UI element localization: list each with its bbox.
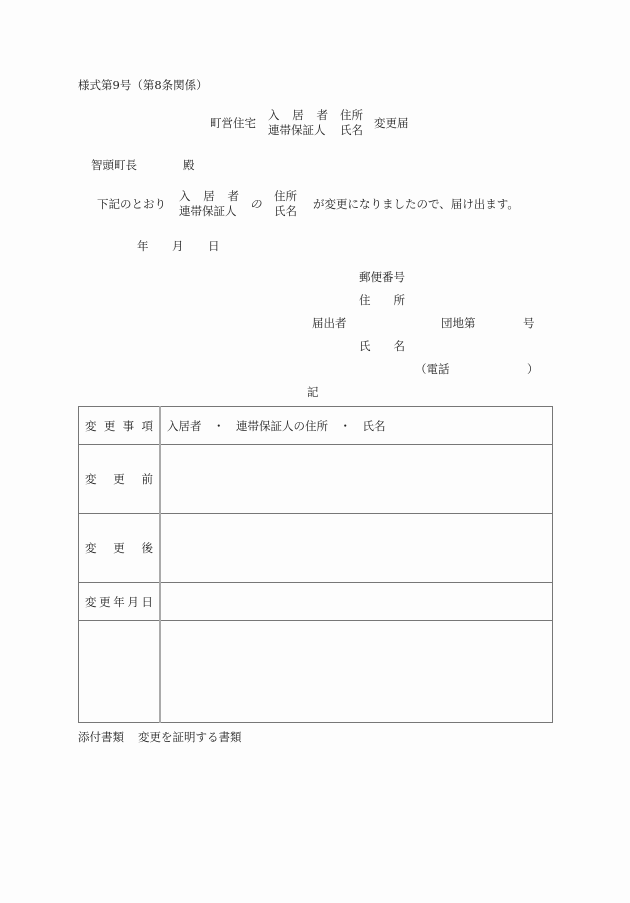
label-cell: 変 更 事 項 xyxy=(79,407,161,445)
table-row-change-date xyxy=(79,583,553,621)
table-row-blank xyxy=(79,621,553,723)
postal-code-label: 郵便番号 xyxy=(359,270,405,284)
statement-tail: が変更になりましたので、届け出ます。 xyxy=(313,197,519,211)
phone-open: （電話 xyxy=(415,362,450,376)
date-day-label: 日 xyxy=(208,239,220,253)
label-cell: 変 更 前 xyxy=(79,445,161,514)
phone-close: ） xyxy=(527,362,539,376)
statement-what: 住所 氏名 xyxy=(274,189,297,218)
danchi-label: 団地第 xyxy=(441,316,476,330)
change-details-table xyxy=(78,406,553,723)
notifier-label: 届出者 xyxy=(312,316,347,330)
before-value-field[interactable] xyxy=(160,445,553,514)
title-suffix: 変更届 xyxy=(374,116,409,130)
title-who-top: 入 居 者 xyxy=(268,108,328,122)
statement-lead: 下記のとおり xyxy=(97,197,166,211)
change-item-value[interactable]: 入居者 ・ 連帯保証人の住所 ・ 氏名 xyxy=(160,407,553,445)
attachment-label: 添付書類 xyxy=(78,730,124,744)
number-suffix: 号 xyxy=(523,316,535,330)
name-label: 氏 名 xyxy=(359,339,405,353)
title-who xyxy=(268,110,332,136)
title-prefix: 町営住宅 xyxy=(210,116,256,130)
form-number: 様式第9号（第8条関係） xyxy=(78,78,208,92)
table-row-before xyxy=(79,445,553,514)
change-date-field[interactable] xyxy=(160,583,553,621)
statement-who: 入 居 者 連帯保証人 xyxy=(179,189,239,218)
statement-particle: の xyxy=(250,197,262,211)
table-row-after xyxy=(79,514,553,583)
after-value-field[interactable] xyxy=(160,514,553,583)
date-month-label: 月 xyxy=(172,239,184,253)
date-year-label: 年 xyxy=(137,239,149,253)
label-cell-blank xyxy=(79,621,161,723)
addressee-honorific: 殿 xyxy=(183,158,195,172)
title-who-bottom: 連帯保証人 xyxy=(268,122,326,137)
addressee-name: 智頭町長 xyxy=(91,158,137,172)
table-row-change-item xyxy=(79,407,553,445)
attachment-value: 変更を証明する書類 xyxy=(138,730,242,744)
ki-heading: 記 xyxy=(307,385,319,399)
label-cell: 変 更 後 xyxy=(79,514,161,583)
blank-value-field[interactable] xyxy=(160,621,553,723)
label-cell: 変 更 年 月 日 xyxy=(79,583,161,621)
address-label: 住 所 xyxy=(359,293,405,307)
title-what: 住所 氏名 xyxy=(340,108,363,137)
